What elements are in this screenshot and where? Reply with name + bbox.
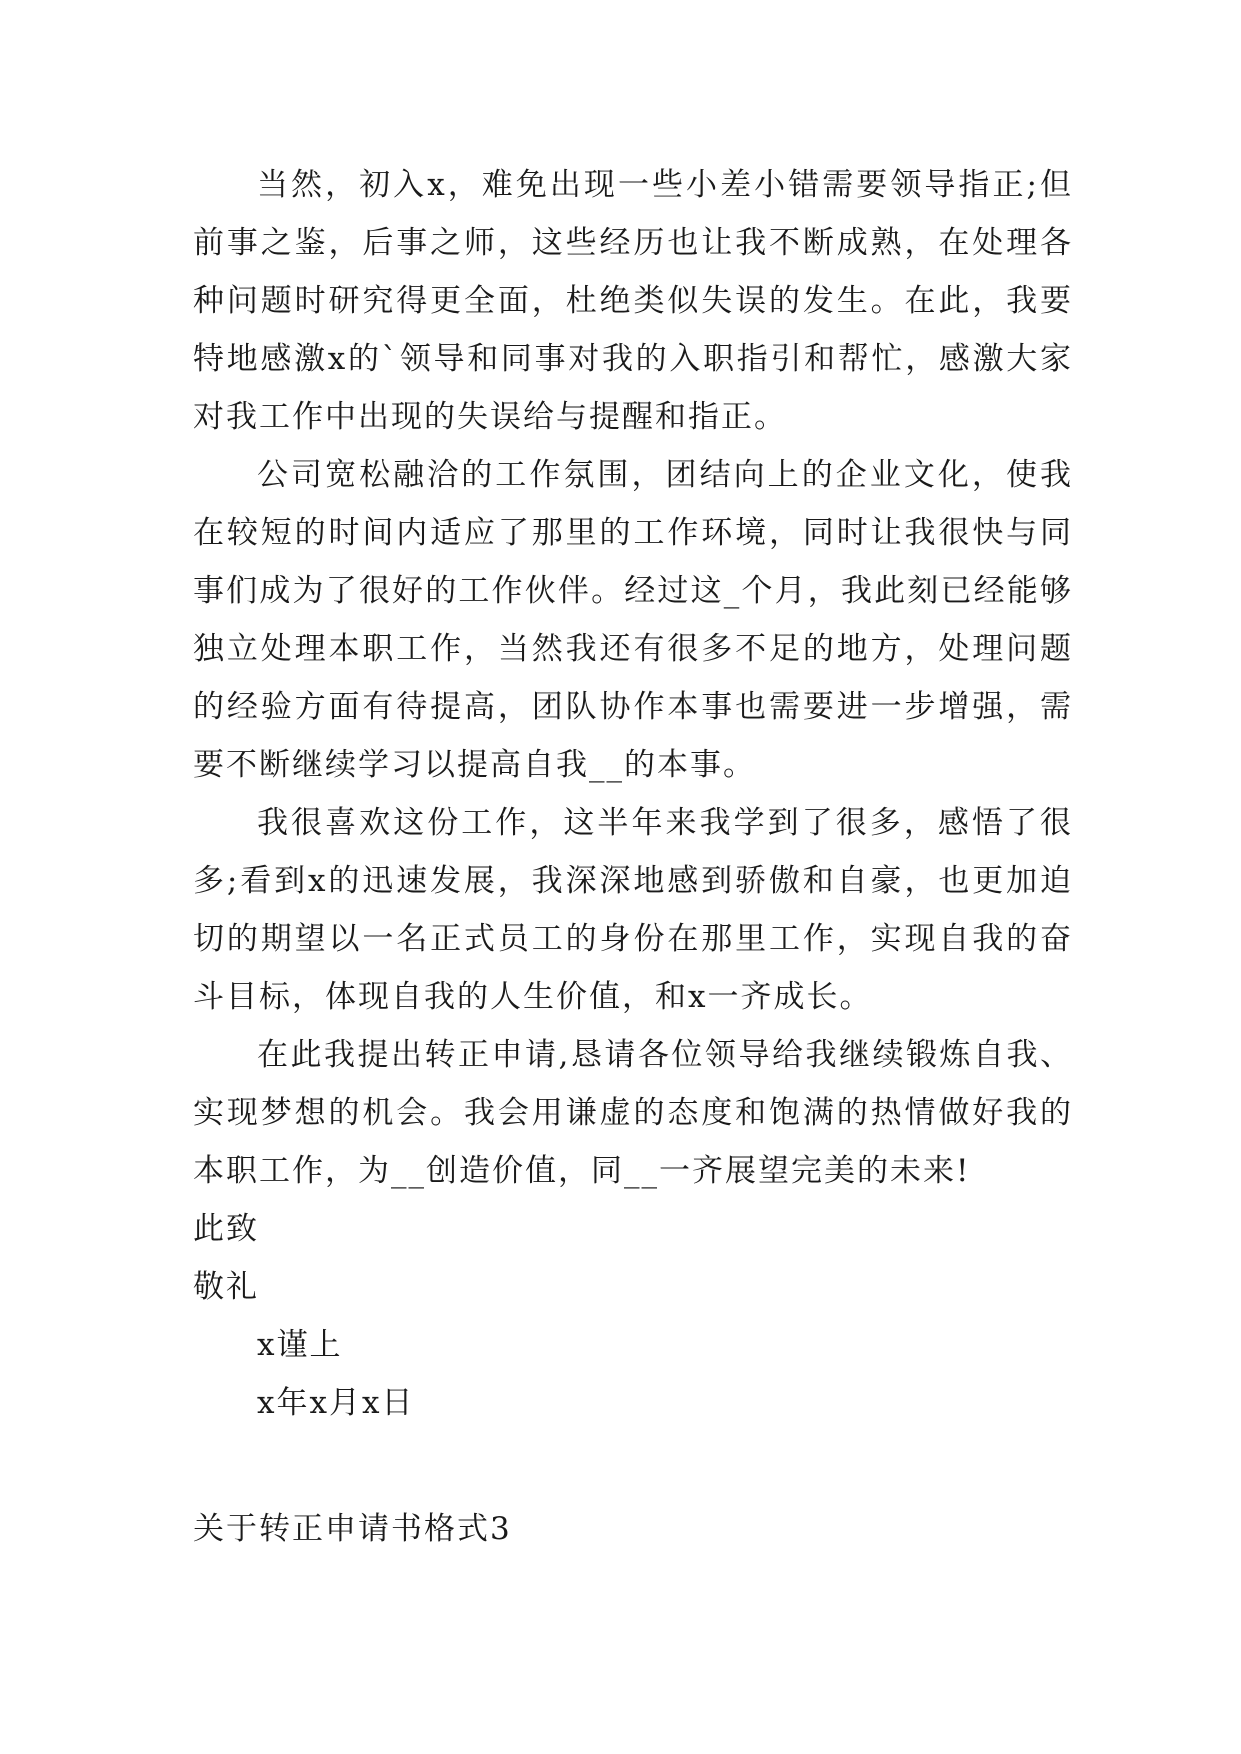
- closing-salutation-1: 此致: [193, 1211, 259, 1247]
- next-section-title: 关于转正申请书格式3: [193, 1511, 512, 1547]
- paragraph-1: 当然，初入x，难免出现一些小差小错需要领导指正;但前事之鉴，后事之师，这些经历也让我不断成熟，在处理各种问题时研究得更全面，杜绝类似失误的发生。在此，我要特地感激x的`领导和同事对我的入职指引和帮忙，感激大家对我工作中出现的失误给与提醒和指正。: [193, 167, 1073, 435]
- paragraph-4: 在此我提出转正申请,恳请各位领导给我继续锻炼自我、实现梦想的机会。我会用谦虚的态度和饱满的热情做好我的本职工作，为__创造价值，同__一齐展望完美的未来!: [193, 1037, 1073, 1189]
- closing-salutation-2: 敬礼: [193, 1269, 259, 1305]
- paragraph-3: 我很喜欢这份工作，这半年来我学到了很多，感悟了很多;看到x的迅速发展，我深深地感到骄傲和自豪，也更加迫切的期望以一名正式员工的身份在那里工作，实现自我的奋斗目标，体现自我的人生价值，和x一齐成长。: [193, 805, 1073, 1015]
- paragraph-2: 公司宽松融洽的工作氛围，团结向上的企业文化，使我在较短的时间内适应了那里的工作环境，同时让我很快与同事们成为了很好的工作伙伴。经过这_个月，我此刻已经能够独立处理本职工作，当然我还有很多不足的地方，处理问题的经验方面有待提高，团队协作本事也需要进一步增强，需要不断继续学习以提高自我__的本事。: [193, 457, 1073, 783]
- signature: x谨上: [257, 1327, 343, 1363]
- date: x年x月x日: [257, 1385, 415, 1421]
- document-body: [193, 156, 1073, 1432]
